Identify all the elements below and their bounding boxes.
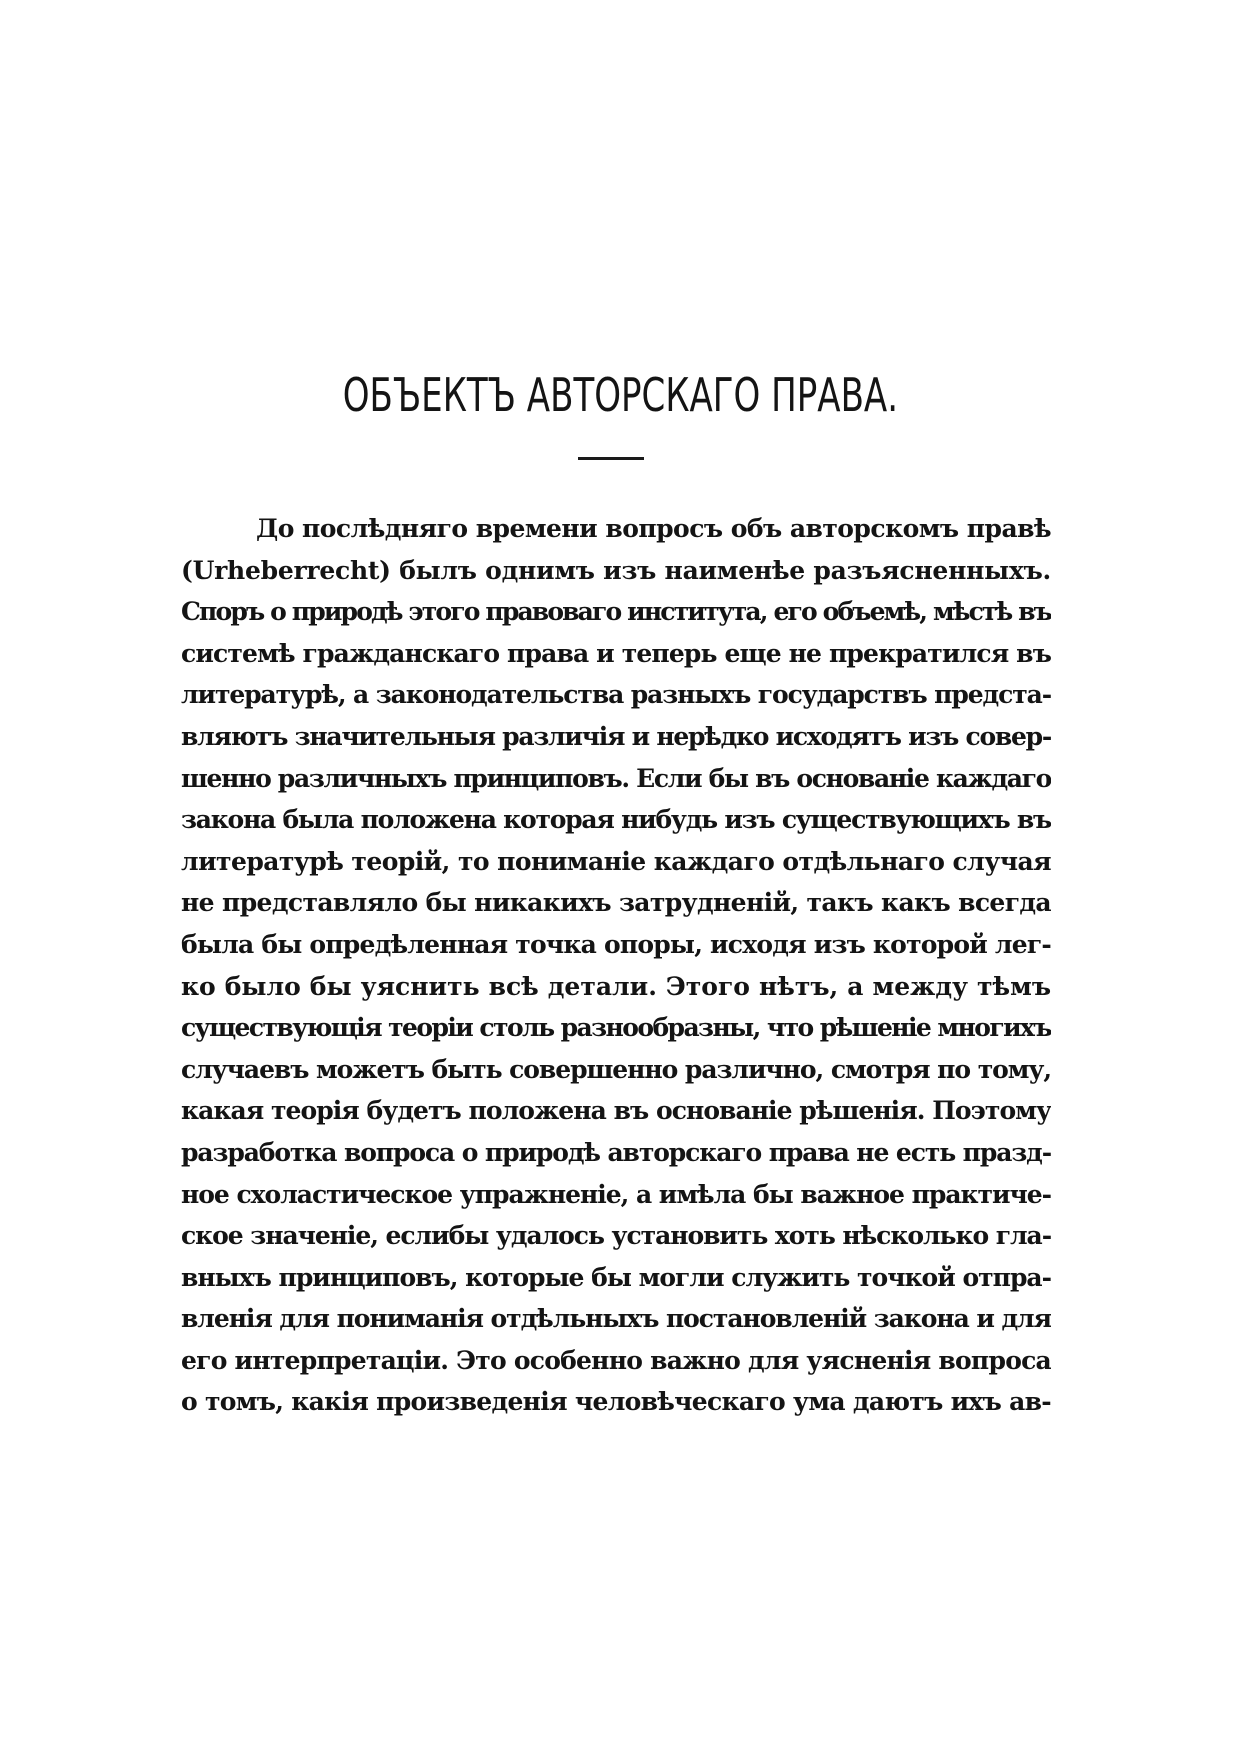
- text-line: о томъ, какія произведенія человѣческаго ума даютъ ихъ ав-: [181, 1387, 1051, 1417]
- text-line: шенно различныхъ принциповъ. Если бы въ основаніе каждаго: [181, 763, 1051, 793]
- text-line: ное схоластическое упражненіе, а имѣла бы важное практиче-: [181, 1179, 1051, 1209]
- text-line: закона была положена которая нибудь изъ существующихъ въ: [181, 805, 1051, 835]
- body-paragraph: [181, 508, 1051, 1423]
- text-line: ко было бы уяснить всѣ детали. Этого нѣтъ, а между тѣмъ: [181, 971, 1051, 1001]
- text-line: случаевъ можетъ быть совершенно различно, смотря по тому,: [181, 1054, 1051, 1084]
- page-title: ОБЪЕКТЪ АВТОРСКАГО ПРАВА.: [342, 368, 899, 422]
- text-line: (Urheberrecht) былъ однимъ изъ наименѣе разъясненныхъ.: [181, 555, 1051, 585]
- text-line: литературѣ, а законодательства разныхъ государствъ предста-: [181, 680, 1051, 710]
- text-line: разработка вопроса о природѣ авторскаго права не есть празд-: [181, 1137, 1051, 1167]
- text-line: его интерпретаціи. Это особенно важно для уясненія вопроса: [181, 1345, 1051, 1375]
- text-line: До послѣдняго времени вопросъ объ авторскомъ правѣ: [256, 514, 1051, 543]
- text-line: не представляло бы никакихъ затрудненій, такъ какъ всегда: [181, 888, 1051, 918]
- text-line: литературѣ теорій, то пониманіе каждаго отдѣльнаго случая: [181, 846, 1051, 876]
- text-line: Споръ о природѣ этого правоваго института, его объемѣ, мѣстѣ въ: [181, 597, 1051, 627]
- text-line: существующія теоріи столь разнообразны, что рѣшеніе многихъ: [181, 1013, 1051, 1043]
- title-divider: [578, 457, 644, 460]
- text-line: была бы опредѣленная точка опоры, исходя изъ которой лег-: [181, 929, 1051, 959]
- text-line: какая теорія будетъ положена въ основаніе рѣшенія. Поэтому: [181, 1096, 1051, 1126]
- text-line: вляютъ значительныя различія и нерѣдко исходятъ изъ совер-: [181, 721, 1051, 751]
- text-line: вленія для пониманія отдѣльныхъ постановленій закона и для: [181, 1304, 1051, 1334]
- text-line: системѣ гражданскаго права и теперь еще не прекратился въ: [181, 638, 1051, 668]
- text-line: ское значеніе, еслибы удалось установить хоть нѣсколько гла-: [181, 1221, 1051, 1251]
- text-line: вныхъ принциповъ, которые бы могли служить точкой отпра-: [181, 1262, 1051, 1292]
